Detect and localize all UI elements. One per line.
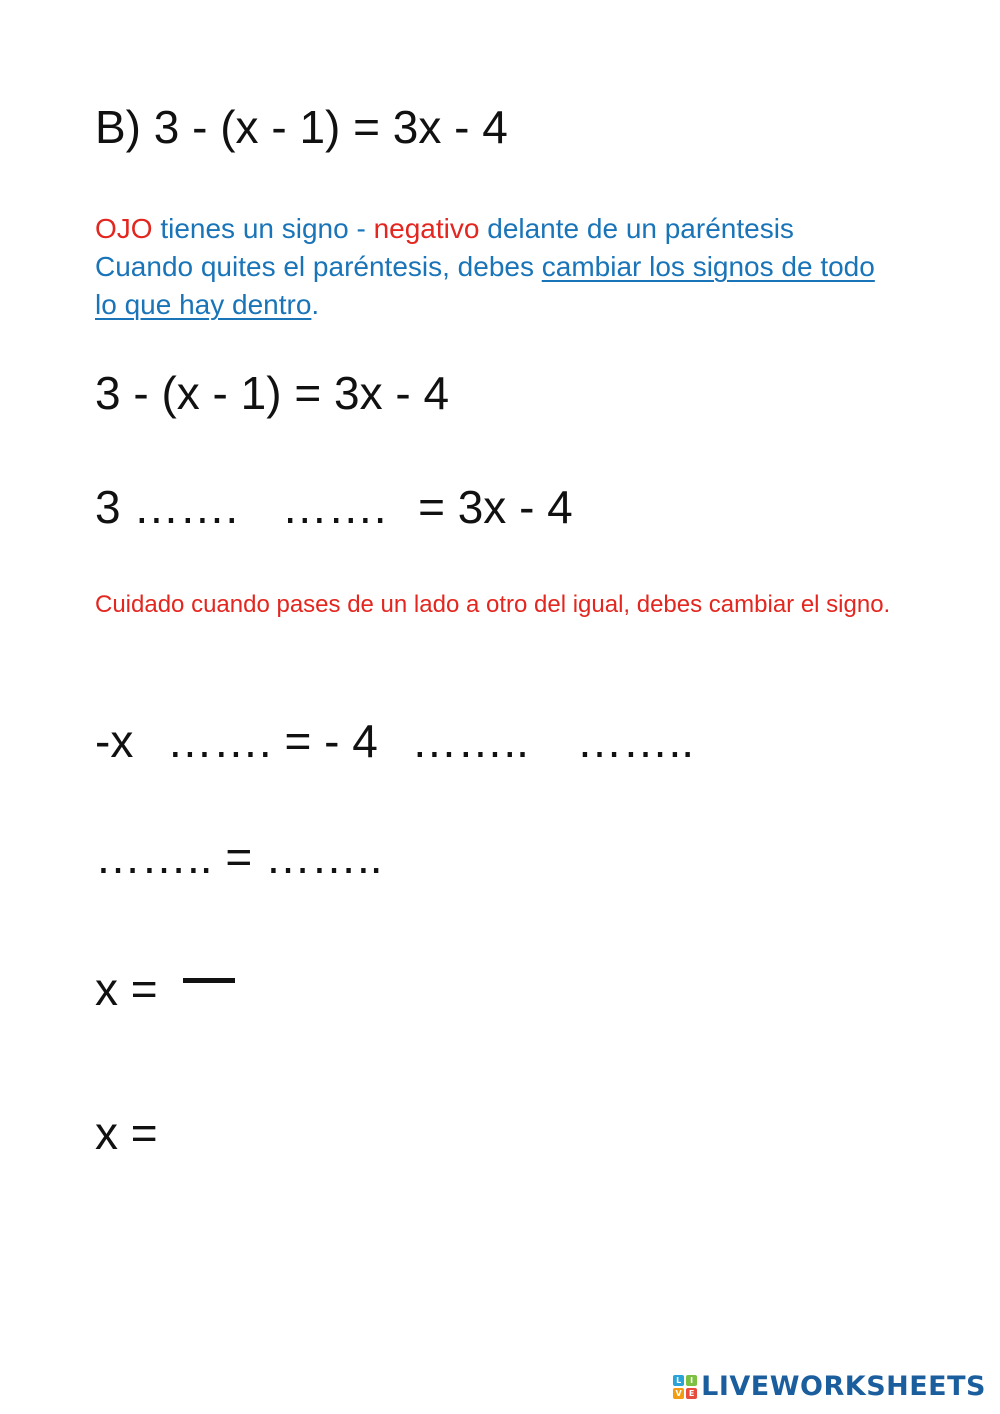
equation-step-2	[95, 481, 573, 533]
logo-letter-l: L	[673, 1375, 684, 1386]
equation-step-5: x =	[95, 963, 158, 1015]
note-text-line2: Cuando quites el paréntesis, debes	[95, 251, 542, 282]
eq3-blank-2[interactable]: ……..	[411, 715, 529, 767]
warning-note: Cuidado cuando pases de un lado a otro del igual, debes cambiar el signo.	[95, 591, 891, 618]
eq2-blank-2[interactable]: …….	[281, 481, 387, 533]
negativo-word: negativo	[373, 213, 480, 244]
exercise-title: B) 3 - (x - 1) = 3x - 4	[95, 101, 508, 153]
ojo-label: OJO	[95, 213, 153, 244]
brand-name: LIVEWORKSHEETS	[701, 1371, 986, 1402]
equation-step-3	[95, 715, 695, 767]
fraction-bar	[183, 978, 235, 983]
logo-letter-e: E	[686, 1388, 697, 1399]
eq2-right: = 3x - 4	[418, 481, 573, 533]
liveworksheets-logo-icon	[673, 1375, 697, 1399]
logo-letter-v: V	[673, 1388, 684, 1399]
eq3-blank-1[interactable]: ……. = - 4	[166, 715, 378, 767]
equation-step-4[interactable]: …….. = ……..	[95, 831, 383, 883]
eq3-left: -x	[95, 715, 134, 767]
underlined-instruction: cambiar los signos de todo lo que hay dentro	[95, 251, 875, 320]
logo-letter-i: I	[686, 1375, 697, 1386]
note-text-end: .	[311, 289, 320, 320]
note-text-a: tienes un signo -	[152, 213, 374, 244]
eq2-left: 3	[95, 481, 121, 533]
instruction-note	[95, 210, 895, 324]
eq3-blank-3[interactable]: ……..	[576, 715, 695, 767]
equation-step-6: x =	[95, 1107, 158, 1159]
liveworksheets-brand	[673, 1371, 986, 1402]
equation-step-1: 3 - (x - 1) = 3x - 4	[95, 367, 450, 419]
eq2-blank-1[interactable]: …….	[133, 481, 239, 533]
note-text-b: delante de un paréntesis	[479, 213, 794, 244]
